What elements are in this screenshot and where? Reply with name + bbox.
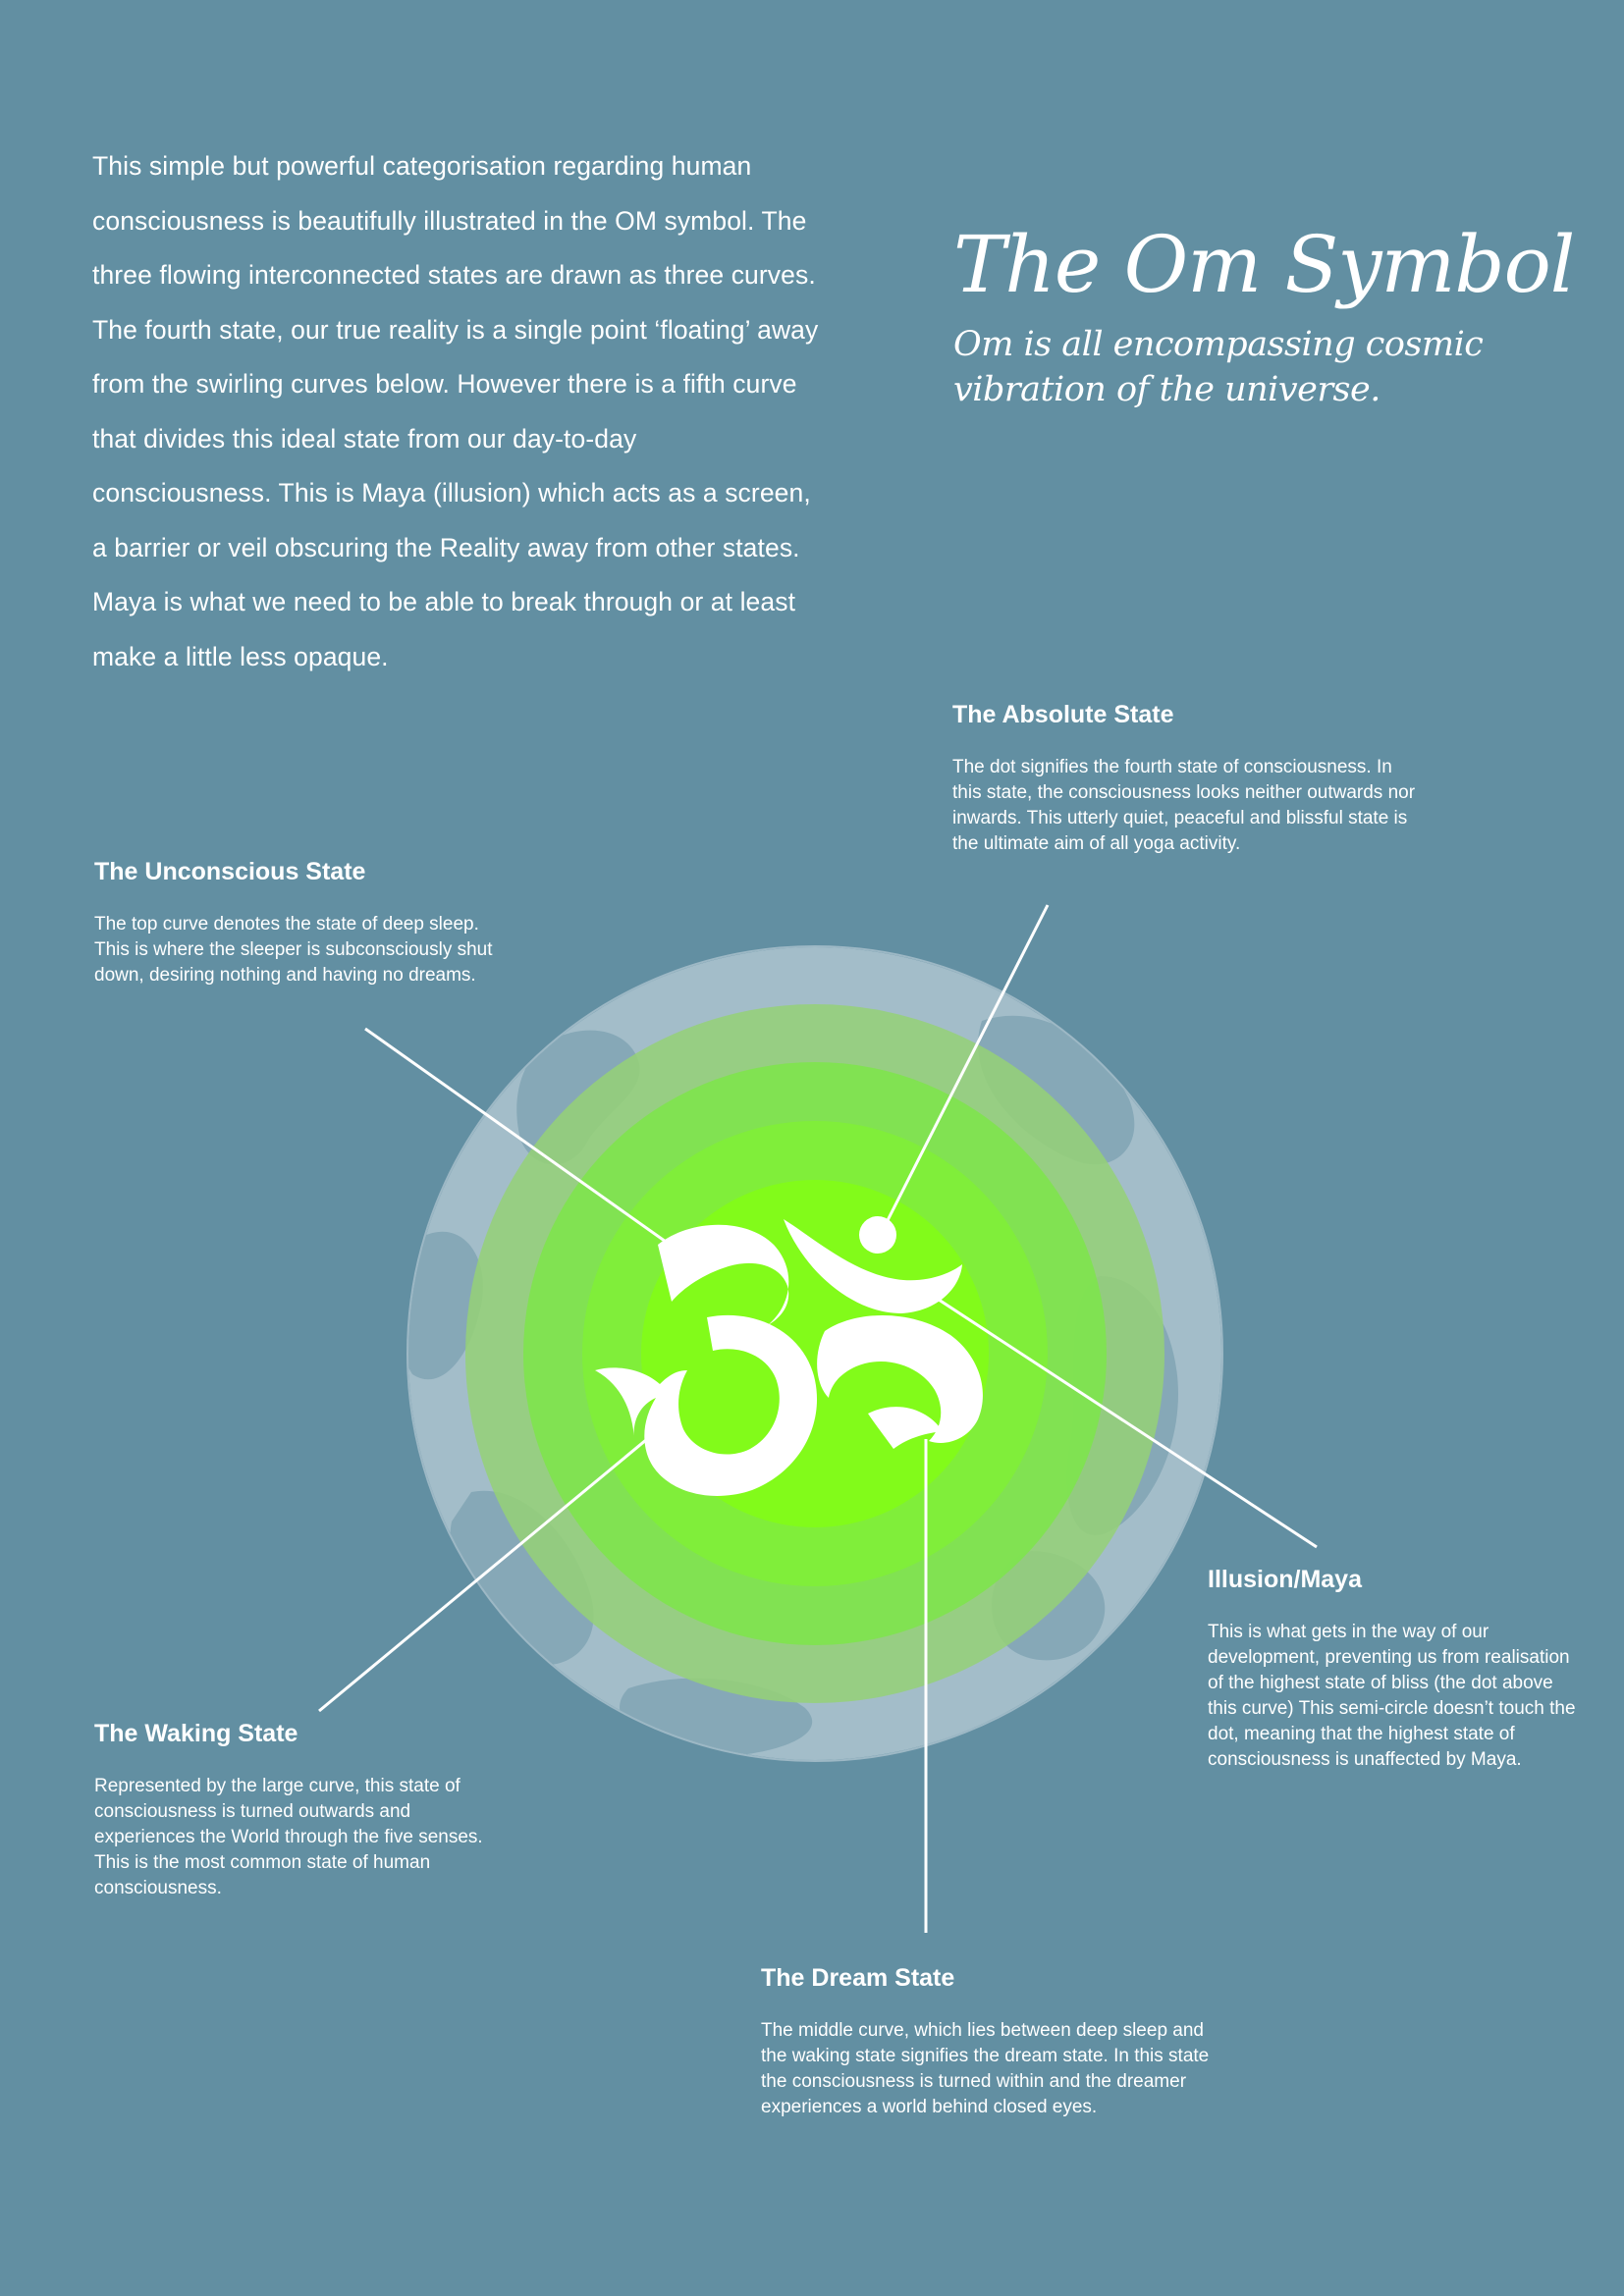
callout-heading: The Waking State [94,1720,298,1747]
callout-body: This is what gets in the way of our development, preventing us from realisation of the highest state of bliss (the dot above this curve) This semi-circle doesn’t touch the dot, meaning that the highest state of consciousness is unaffected by Maya. [1208,1622,1576,1770]
callout-unconscious-state [94,857,507,988]
page-subtitle: Om is all encompassing cosmic vibration of the universe. [953,325,1484,409]
om-dot [859,1216,896,1254]
callout-absolute-state [952,700,1424,857]
callout-heading: The Unconscious State [94,858,366,885]
callout-heading: The Absolute State [952,701,1174,728]
callout-body: Represented by the large curve, this state of consciousness is turned outwards and experiences the World through the five senses. This is the most common state of human consciousness. [94,1776,483,1898]
callout-body: The dot signifies the fourth state of consciousness. In this state, the consciousness looks neither outwards nor inwards. This utterly quiet, peaceful and blissful state is the ultimate aim of all yoga activity. [952,757,1416,854]
callout-heading: The Dream State [761,1964,955,1992]
page-title: The Om Symbol [953,219,1575,310]
intro-paragraph: This simple but powerful categorisation regarding human consciousness is beautifully illustrated in the OM symbol. The three flowing interconnected states are drawn as three curves. The fourth state, our true reality is a single point ‘floating’ away from the swirling curves below. However there is a fifth curve that divides this ideal state from our day-to-day consciousness. This is Maya (illusion) which acts as a screen, a barrier or veil obscuring the Reality away from other states. Maya is what we need to be able to break through or at least make a little less opaque. [92,151,819,671]
callout-heading: Illusion/Maya [1208,1566,1362,1593]
callout-waking-state [94,1719,507,1901]
callout-body: The middle curve, which lies between deep sleep and the waking state signifies the dream state. In this state the consciousness is turned within and the dreamer experiences a world behind closed eyes. [761,2020,1210,2117]
callout-dream-state [761,1963,1222,2120]
callout-illusion-maya [1208,1565,1581,1773]
callout-body: The top curve denotes the state of deep sleep. This is where the sleeper is subconsciously shut down, desiring nothing and having no dreams. [94,914,493,986]
title-block [953,218,1582,412]
